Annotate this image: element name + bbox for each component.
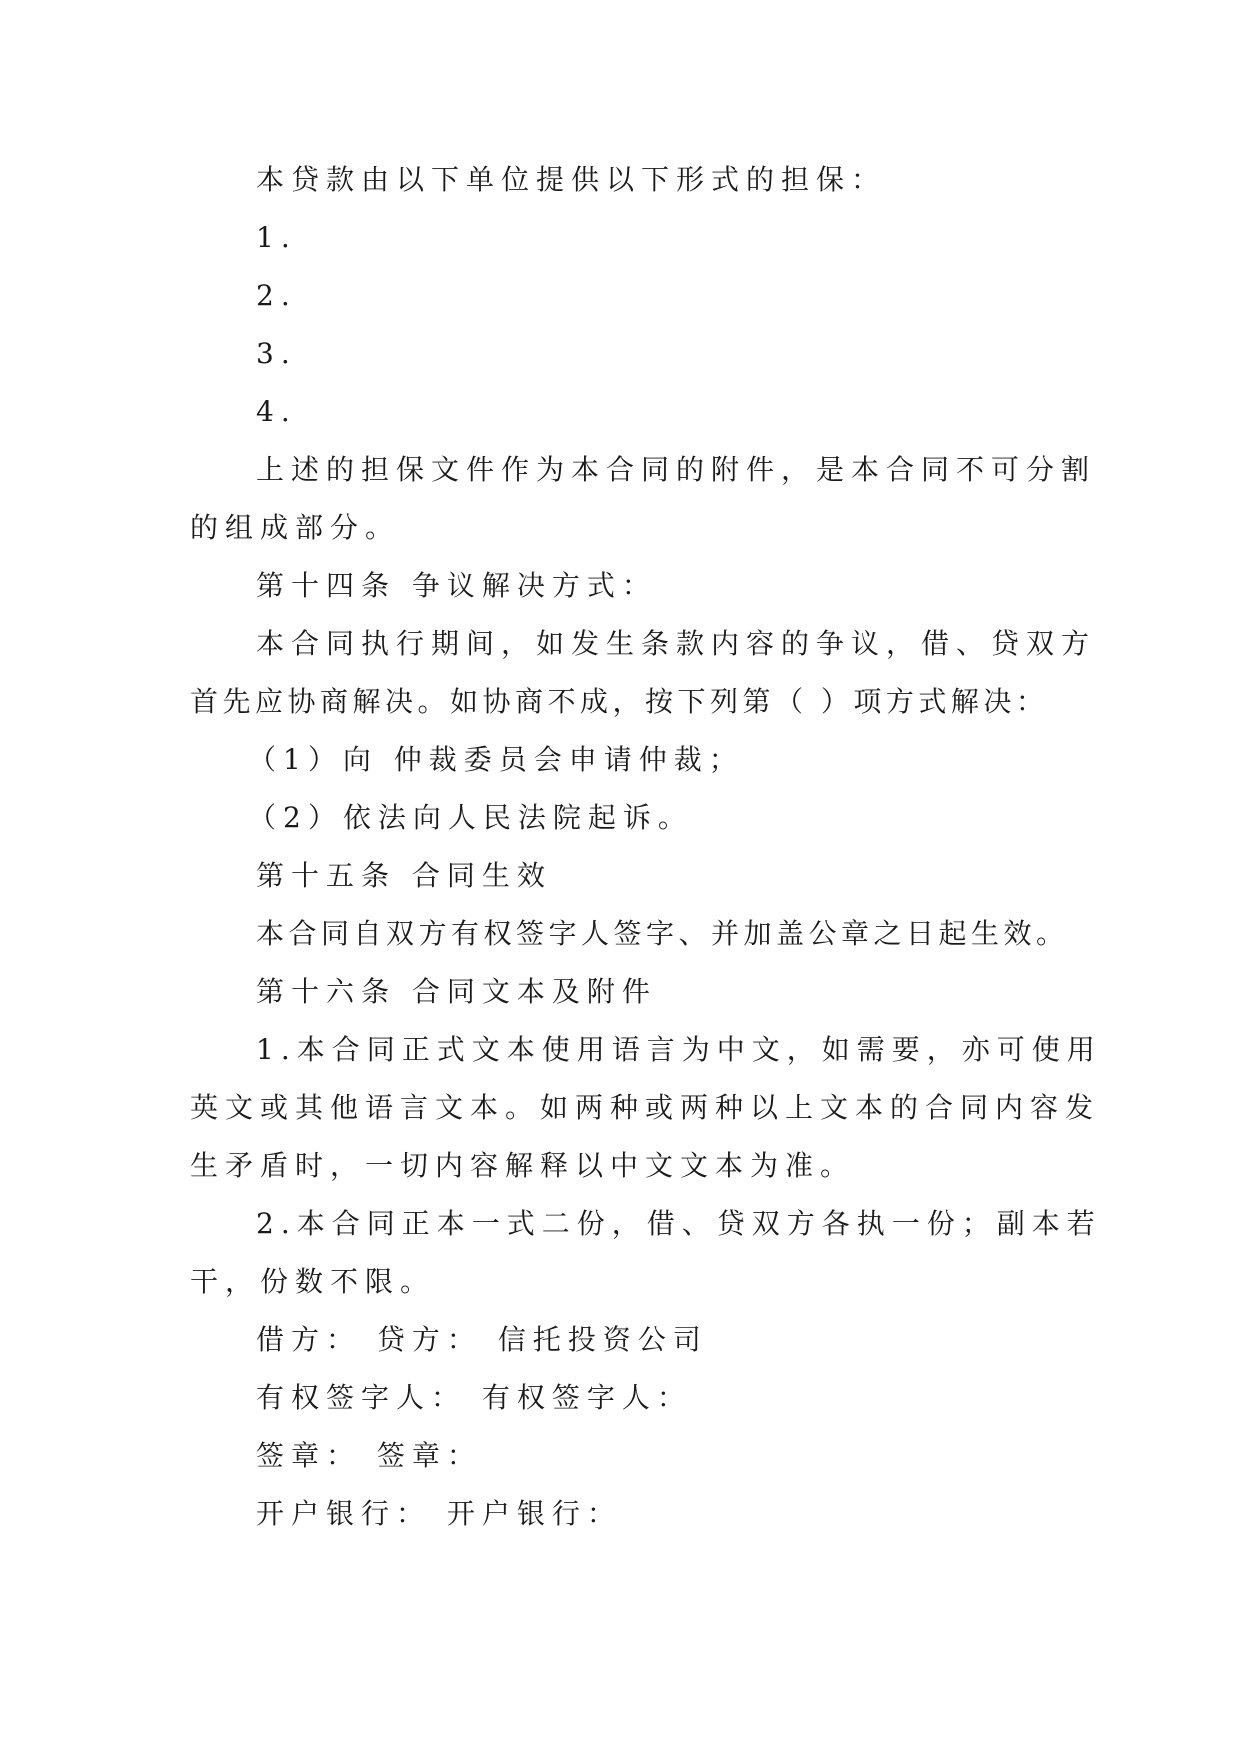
dispute-option-2: （2）依法向人民法院起诉。 (248, 801, 693, 834)
guarantee-item-2: 2. (256, 279, 297, 312)
article-14-text-line-2: 首先应协商解决。如协商不成，按下列第（ ）项方式解决： (190, 685, 1049, 718)
article-16-clause-1-line-1: 1.本合同正式文本使用语言为中文，如需要，亦可使用 (256, 1033, 1102, 1066)
article-14-heading: 第十四条 争议解决方式： (256, 569, 657, 602)
article-14-text-line-1: 本合同执行期间，如发生条款内容的争议，借、贷双方 (256, 627, 1097, 660)
guarantee-attachment-line-1: 上述的担保文件作为本合同的附件，是本合同不可分割 (256, 453, 1097, 486)
guarantee-intro: 本贷款由以下单位提供以下形式的担保： (256, 163, 887, 196)
signature-authorized-signatories: 有权签字人： 有权签字人： (256, 1381, 692, 1414)
article-15-text: 本合同自双方有权签字人签字、并加盖公章之日起生效。 (256, 917, 1069, 950)
signature-seals: 签章： 签章： (256, 1439, 482, 1472)
guarantee-item-1: 1. (256, 221, 297, 254)
guarantee-attachment-line-2: 的组成部分。 (190, 511, 401, 544)
article-16-clause-2-line-2: 干，份数不限。 (190, 1265, 436, 1298)
signature-parties: 借方： 贷方： 信托投资公司 (256, 1323, 708, 1356)
article-16-clause-1-line-2: 英文或其他语言文本。如两种或两种以上文本的合同内容发 (190, 1091, 1101, 1124)
guarantee-item-4: 4. (256, 395, 297, 428)
article-16-clause-2-line-1: 2.本合同正本一式二份，借、贷双方各执一份；副本若 (256, 1207, 1102, 1240)
article-15-heading: 第十五条 合同生效 (256, 859, 552, 892)
dispute-option-1: （1）向 仲裁委员会申请仲裁； (248, 743, 744, 776)
document-body (0, 152, 1241, 1544)
article-16-heading: 第十六条 合同文本及附件 (256, 975, 657, 1008)
signature-banks: 开户银行： 开户银行： (256, 1497, 622, 1530)
guarantee-item-3: 3. (256, 337, 297, 370)
article-16-clause-1-line-3: 生矛盾时，一切内容解释以中文文本为准。 (190, 1149, 856, 1182)
